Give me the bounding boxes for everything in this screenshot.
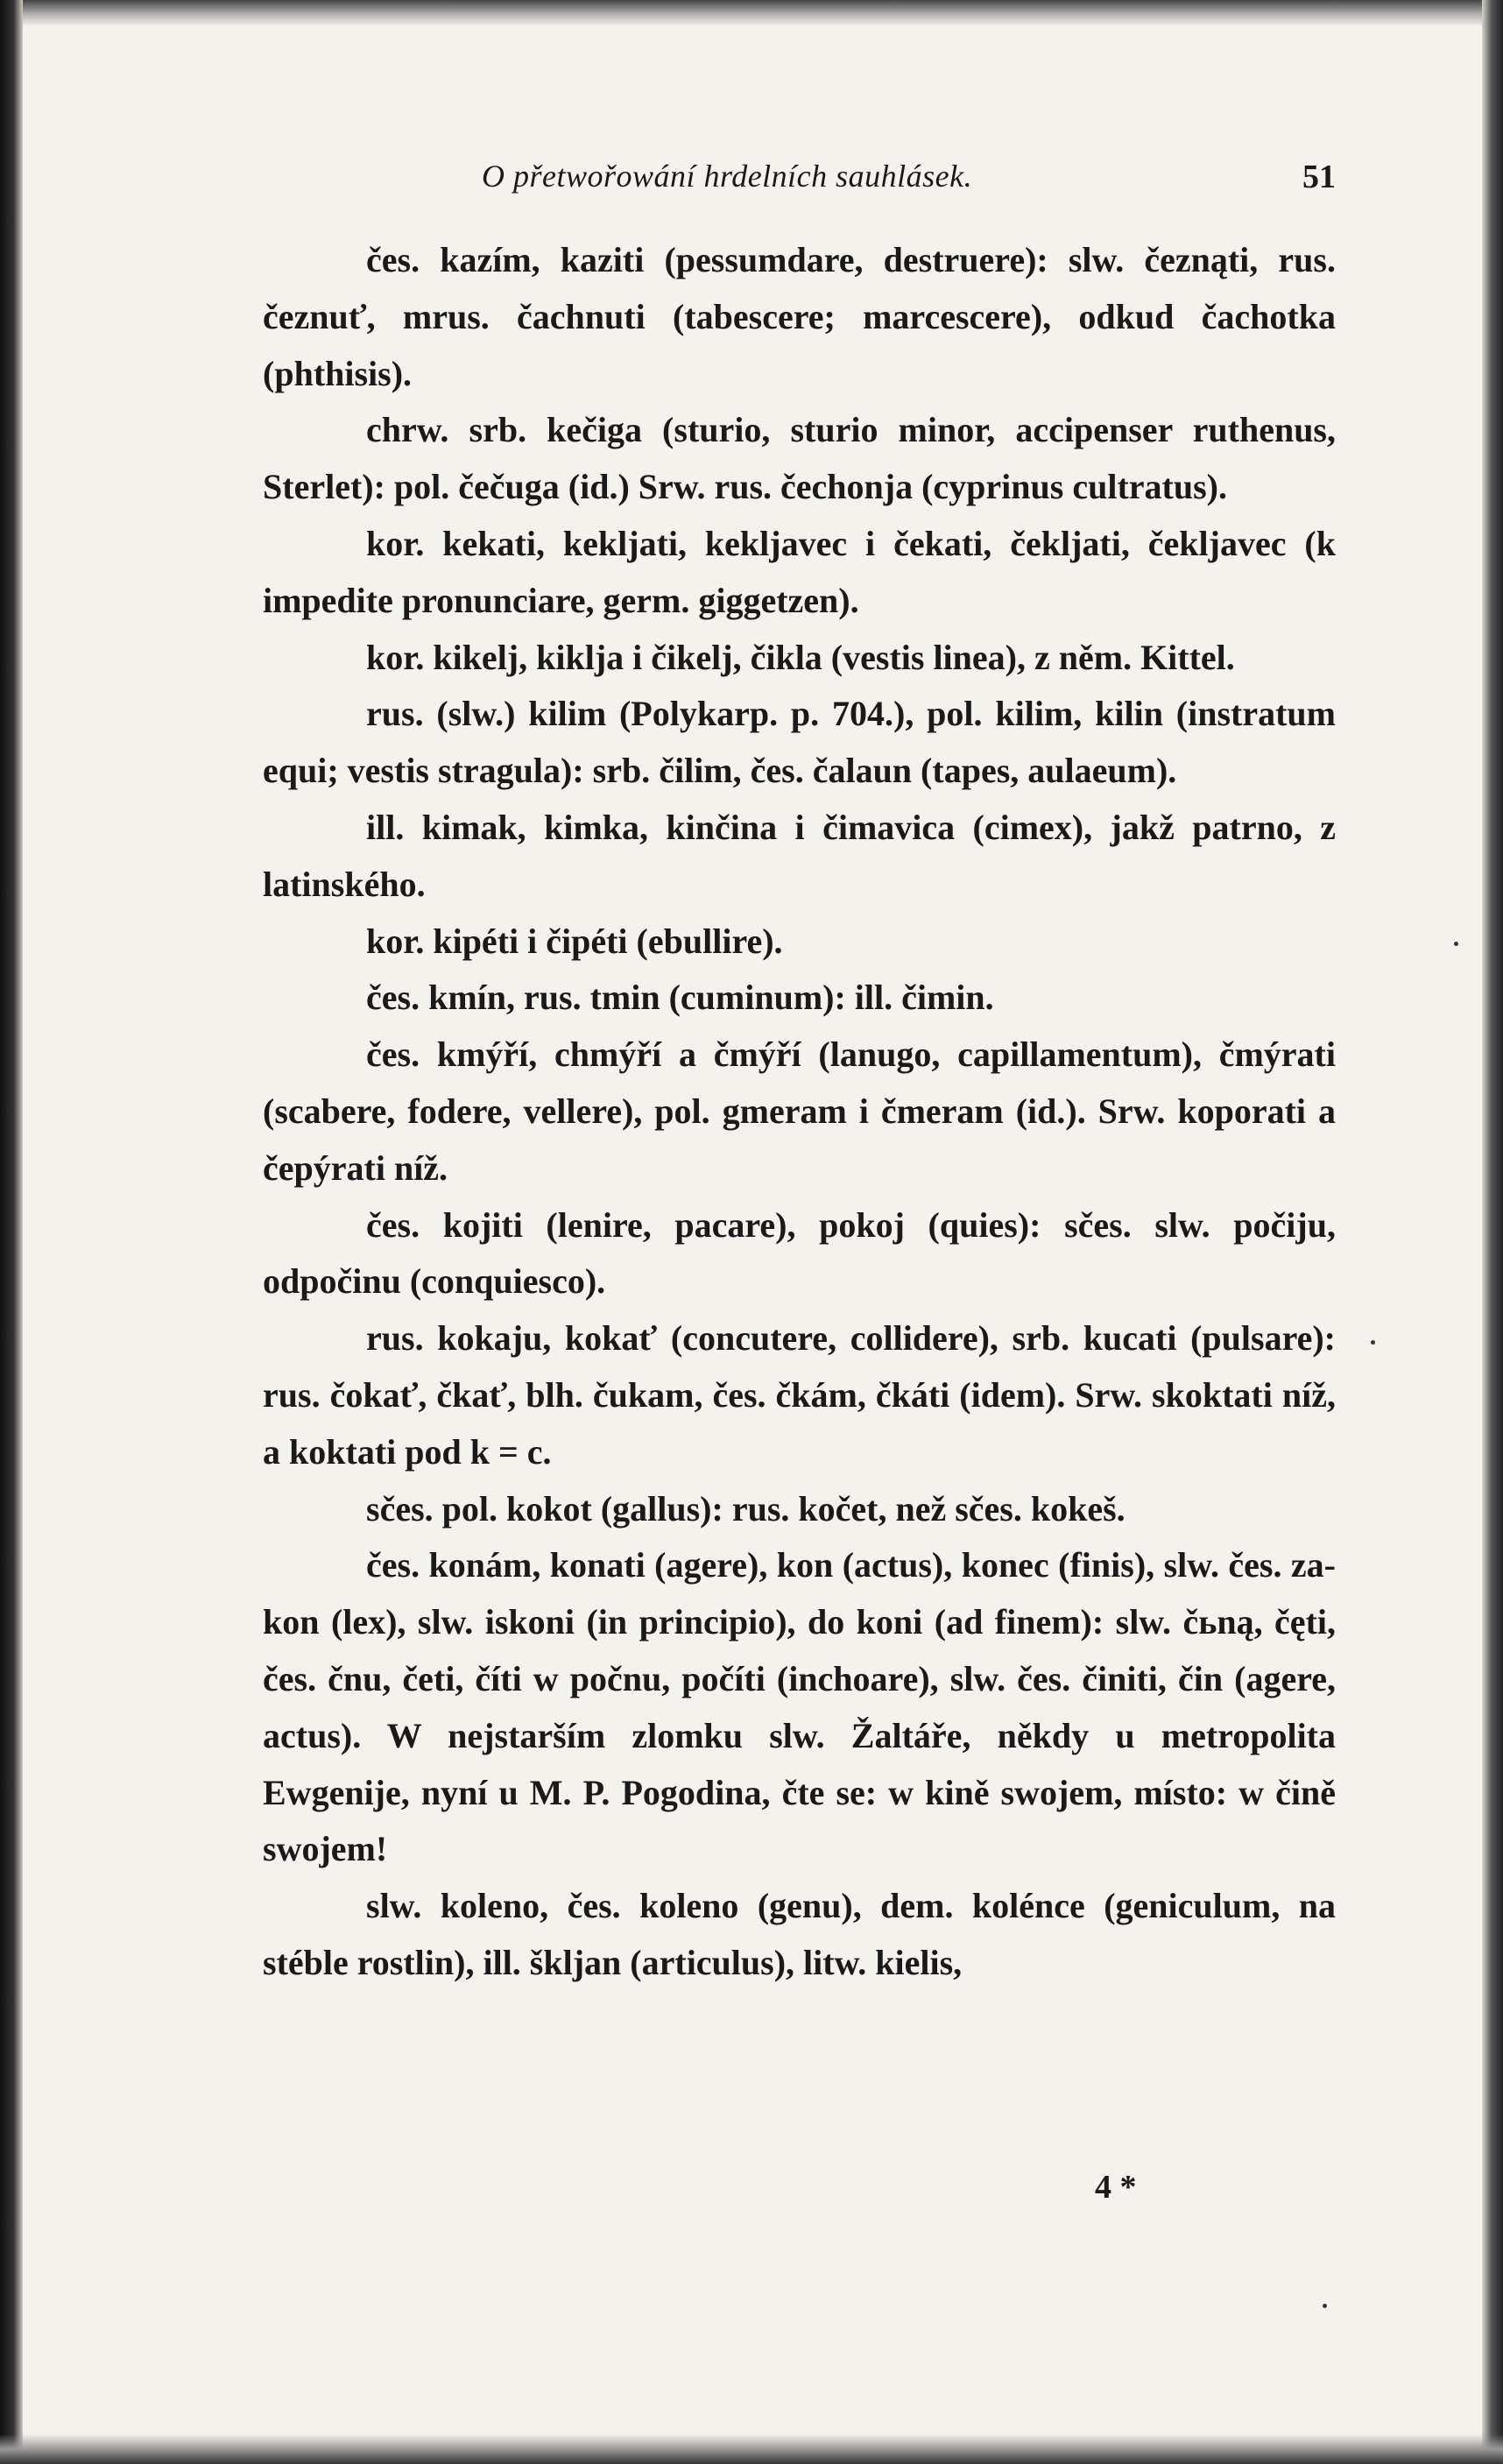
paragraph: čes. kmín, rus. tmin (cuminum): ill. čimin. [366,978,994,1018]
signature-mark: 4 * [1095,2169,1137,2206]
paragraph: rus. (slw.) kilim (Polykarp. p. 704.), pol. kilim, kilin (instratum equi; vestis stragula): srb. čilim, čes. čalaun (tapes, aulaeum). [263,694,1336,791]
body-text [263,232,1336,1992]
page-edge-bottom [0,2434,1503,2464]
page-edge-top [0,0,1503,26]
paragraph: čes. konám, konati (agere), kon (actus), konec (finis), slw. čes. za-kon (lex), slw. iskoni (in principio), do koni (ad finem): slw. čьną, čęti, čes. čnu, četi, číti w počnu, počíti (inchoare), slw. čes. činiti, čin (agere, actus). W nejstarším zlomku slw. Žaltáře, někdy u metropolita Ewgenije, nyní u M. P. Pogodina, čte se: w kině swojem, místo: w čině swojem! [263,1545,1336,1869]
paragraph: kor. kekati, kekljati, kekljavec i čekati, čekljati, čekljavec (k impedite pronunciare, germ. giggetzen). [263,523,1336,620]
paragraph: kor. kikelj, kiklja i čikelj, čikla (vestis linea), z něm. Kittel. [366,637,1235,677]
page-header [263,158,1336,201]
running-title: O přetwořowání hrdelních sauhlásek. [482,159,973,194]
paragraph: chrw. srb. kečiga (sturio, sturio minor, accipenser ruthenus, Sterlet): pol. čečuga (id.) Srw. rus. čechonja (cyprinus cultratus). [263,410,1336,507]
ink-speck [1371,1340,1375,1345]
paragraph: rus. kokaju, kokať (concutere, collidere), srb. kucati (pulsare): rus. čokať, čkať, blh. čukam, čes. čkám, čkáti (idem). Srw. skoktati níž, a koktati pod k = c. [263,1318,1336,1472]
paragraph: ill. kimak, kimka, kinčina i čimavica (cimex), jakž patrno, z latinského. [263,807,1336,904]
page-edge-left [0,0,23,2464]
page-edge-right [1482,0,1503,2464]
paragraph: sčes. pol. kokot (gallus): rus. kočet, než sčes. kokeš. [366,1488,1125,1529]
paragraph: čes. kazím, kaziti (pessumdare, destruere): slw. čeznąti, rus. čeznuť, mrus. čachnuti (tabescere; marcescere), odkud čachotka (phthisis). [263,240,1336,393]
paragraph: čes. kojiti (lenire, pacare), pokoj (quies): sčes. slw. počiju, odpočinu (conquiesco). [263,1204,1336,1302]
ink-speck [1454,942,1458,946]
paragraph: kor. kipéti i čipéti (ebullire). [366,921,783,961]
paragraph: čes. kmýří, chmýří a čmýří (lanugo, capillamentum), čmýrati (scabere, fodere, vellere), pol. gmeram i čmeram (id.). Srw. koporati a čepýrati níž. [263,1034,1336,1188]
ink-speck [1323,2304,1327,2308]
page-number: 51 [1302,159,1336,195]
paragraph: slw. koleno, čes. koleno (genu), dem. kolénce (geniculum, na stéble rostlin), ill. škljan (articulus), litw. kielis, [263,1886,1336,1982]
